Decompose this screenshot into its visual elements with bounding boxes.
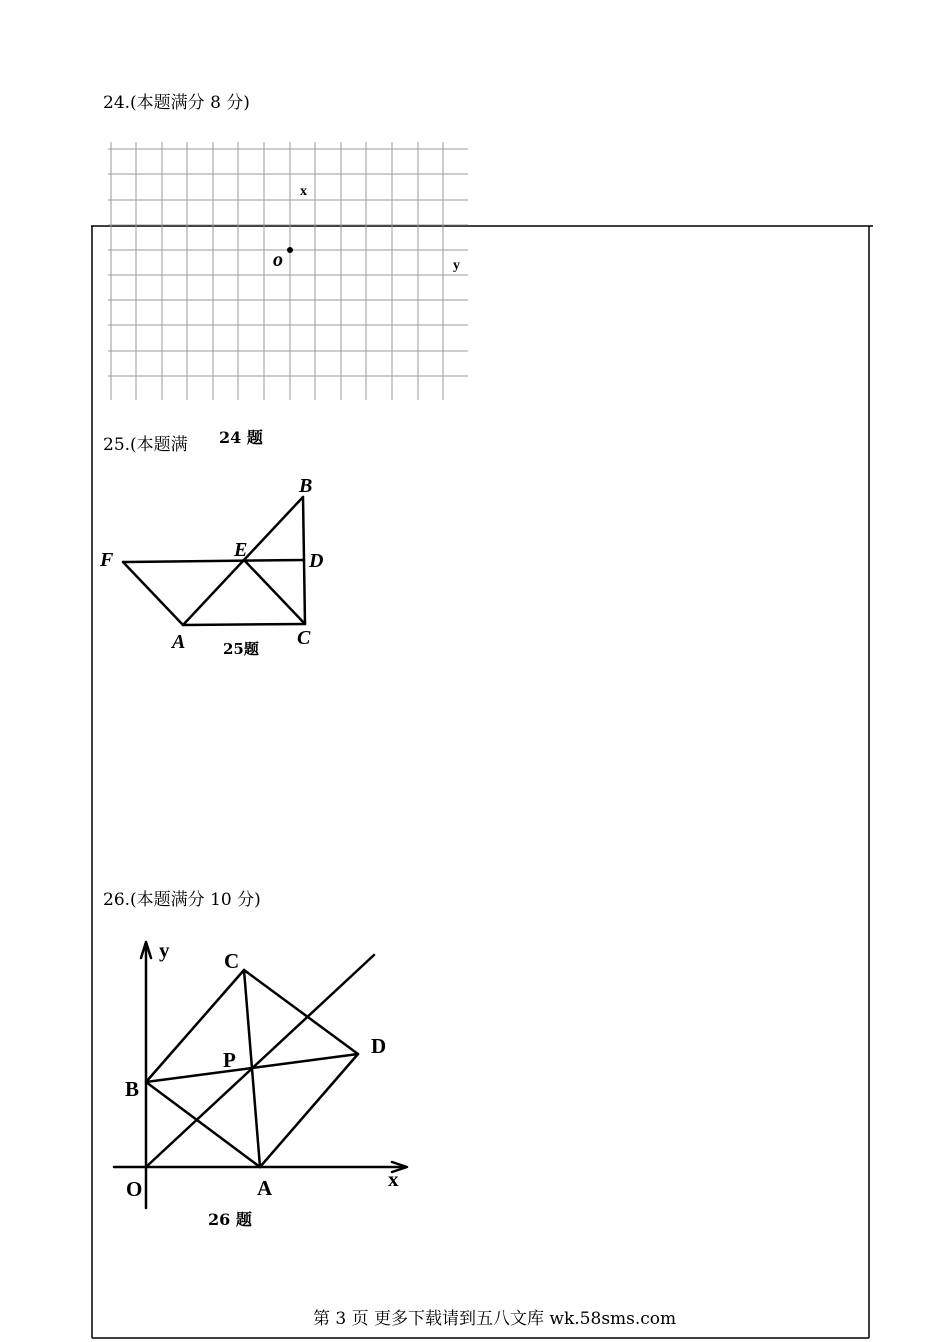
segment-DA (260, 1054, 358, 1167)
segment-CD (244, 970, 358, 1054)
figure-26-caption: 26 题 (208, 1210, 252, 1229)
point-label-F: F (100, 549, 114, 571)
axis-label-y: y (159, 938, 170, 962)
figure-24-caption: 24 题 (219, 428, 263, 447)
axis-label-x: x (300, 184, 307, 199)
point-label-D: D (309, 550, 324, 572)
point-label-A: A (172, 631, 186, 653)
point-label-B: B (125, 1077, 140, 1101)
axis-label-x: x (388, 1167, 399, 1191)
page-footer: 第 3 页 更多下载请到五八文库 wk.58sms.com (313, 1309, 677, 1329)
point-label-C: C (224, 949, 240, 973)
ray-OP (146, 955, 374, 1167)
point-label-C: C (297, 627, 311, 649)
question-24-title: 24.(本题满分 8 分) (103, 93, 250, 113)
point-label-A: A (257, 1176, 273, 1200)
point-label-B: B (299, 475, 313, 497)
figure-25-caption: 25题 (223, 640, 259, 658)
segment-AB (146, 1082, 260, 1167)
question-26-title: 26.(本题满分 10 分) (103, 890, 261, 910)
question-25-title: 25.(本题满 (103, 435, 188, 455)
point-label-E: E (234, 539, 248, 561)
origin-label: o (273, 249, 283, 271)
point-label-O: O (126, 1177, 143, 1201)
point-label-P: P (223, 1048, 236, 1072)
axis-label-y: y (453, 258, 460, 273)
point-label-D: D (371, 1034, 387, 1058)
